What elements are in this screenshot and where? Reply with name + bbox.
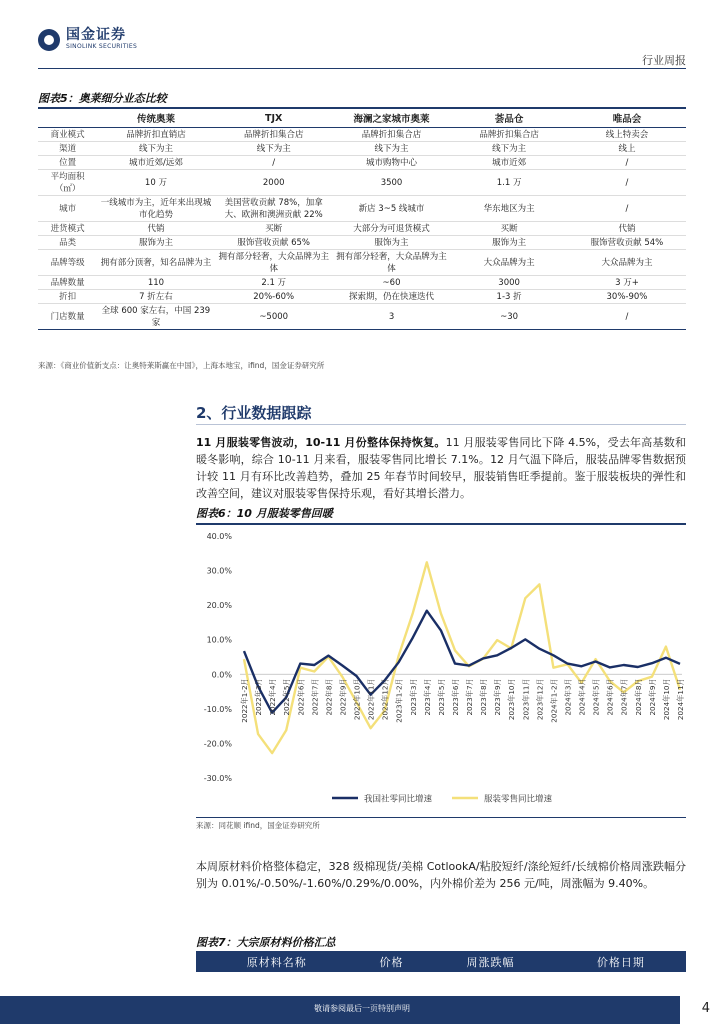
header-divider [38, 68, 686, 69]
x-tick-label: 2023年8月 [479, 678, 489, 716]
fig5-cell: 10 万 [97, 170, 214, 196]
fig5-cell: 线下为主 [450, 142, 568, 156]
fig5-cell: 探索期，仍在快速迭代 [333, 290, 451, 304]
fig5-cell: 买断 [450, 222, 568, 236]
fig5-cell: 代销 [568, 222, 686, 236]
fig7-col-header: 价格日期 [556, 952, 686, 972]
fig5-cell: 大众品牌为主 [568, 250, 686, 276]
x-tick-label: 2022年6月 [296, 678, 306, 716]
fig5-cell: 大众品牌为主 [450, 250, 568, 276]
fig5-cell: 服饰营收贡献 54% [568, 236, 686, 250]
x-tick-label: 2022年1-2月 [240, 678, 249, 723]
paragraph-retail-lead: 11 月服装零售波动，10-11 月份整体保持恢复。 [196, 436, 446, 449]
x-tick-label: 2022年9月 [338, 678, 348, 716]
fig5-cell: 拥有部分顶奢，知名品牌为主 [97, 250, 214, 276]
x-tick-label: 2024年3月 [563, 678, 573, 716]
fig5-cell: 品牌折扣集合店 [450, 128, 568, 142]
fig5-cell: 7 折左右 [97, 290, 214, 304]
fig5-cell: 服饰为主 [450, 236, 568, 250]
y-tick-label: -30.0% [203, 774, 232, 783]
fig5-cell: 美国营收贡献 78%，加拿大、欧洲和澳洲贡献 22% [215, 196, 333, 222]
fig5-cell: 线下为主 [333, 142, 451, 156]
footer-disclaimer: 敬请参阅最后一页特别声明 [314, 1004, 410, 1013]
fig5-cell: 2000 [215, 170, 333, 196]
fig5-col-header: 海澜之家城市奥莱 [333, 108, 451, 128]
x-tick-label: 2024年1-2月 [549, 678, 559, 723]
fig5-row [38, 196, 686, 222]
x-tick-label: 2024年10月 [661, 678, 671, 721]
section-title: 2、行业数据跟踪 [196, 404, 312, 422]
x-tick-label: 2022年3月 [254, 678, 264, 716]
fig7-table [196, 952, 686, 972]
fig5-cell: 大部分为可退货模式 [333, 222, 451, 236]
logo-icon [38, 29, 60, 51]
y-tick-label: -10.0% [203, 704, 232, 714]
y-tick-label: 0.0% [211, 670, 232, 680]
x-tick-label: 2024年6月 [605, 678, 615, 716]
fig5-row-label: 商业模式 [38, 128, 97, 142]
y-tick-label: 10.0% [206, 635, 232, 645]
fig5-title: 图表5：奥莱细分业态比较 [38, 92, 167, 105]
fig5-cell: 3000 [450, 276, 568, 290]
fig7-title: 图表7：大宗原材料价格汇总 [196, 936, 336, 949]
fig5-source: 来源：《商业价值新支点：让奥特莱斯赢在中国》，上海本地宝，ifind，国金证券研究所 [38, 361, 325, 370]
fig5-cell: 拥有部分轻奢，大众品牌为主体 [333, 250, 451, 276]
fig5-cell: 服饰营收贡献 65% [215, 236, 333, 250]
fig5-cell: 城市近郊/远郊 [97, 156, 214, 170]
y-tick-label: 40.0% [206, 532, 232, 541]
x-tick-label: 2024年8月 [633, 678, 643, 716]
x-tick-label: 2024年7月 [619, 678, 629, 716]
company-logo [38, 28, 137, 51]
fig5-cell: 一线城市为主，近年来出现城市化趋势 [97, 196, 214, 222]
y-tick-label: 20.0% [206, 601, 232, 611]
y-tick-label: 30.0% [206, 566, 232, 576]
x-tick-label: 2023年12月 [535, 678, 545, 721]
fig5-cell: 3500 [333, 170, 451, 196]
fig5-row-label: 折扣 [38, 290, 97, 304]
fig5-table [38, 107, 686, 330]
x-tick-label: 2023年6月 [450, 678, 460, 716]
fig5-cell: 1-3 折 [450, 290, 568, 304]
legend-label: 我国社零同比增速 [364, 794, 433, 805]
fig5-row [38, 142, 686, 156]
retail-growth-line-chart [196, 524, 686, 816]
fig5-col-header: 荟品仓 [450, 108, 568, 128]
paragraph-materials: 本周原材料价格整体稳定，328 级棉现货/美棉 CotlookA/粘胶短纤/涤纶短纤/长绒棉价格周涨跌幅分别为 0.01%/-0.50%/-1.60%/0.29%/0.00%，内外棉价差为 256 元/吨，周涨幅为 9.40%。 [196, 860, 686, 890]
fig5-cell: 品牌折扣集合店 [333, 128, 451, 142]
fig5-row [38, 250, 686, 276]
fig5-row-label: 平均面积（㎡） [38, 170, 97, 196]
x-tick-label: 2023年4月 [422, 678, 432, 716]
fig5-cell: / [568, 304, 686, 330]
fig5-cell: 3 万+ [568, 276, 686, 290]
fig5-cell: ~5000 [215, 304, 333, 330]
fig5-cell: / [568, 196, 686, 222]
fig5-row [38, 276, 686, 290]
fig7-col-header: 原材料名称 [196, 952, 358, 972]
fig5-row-label: 位置 [38, 156, 97, 170]
fig5-cell: 服饰为主 [333, 236, 451, 250]
fig6-bottom-divider [196, 817, 686, 818]
fig5-row [38, 236, 686, 250]
paragraph-retail-body: 11 月服装零售同比下降 4.5%，受去年高基数和暖冬影响，综合 10-11 月来看，服装零售同比增长 7.1%。12 月气温下降后，服装品牌零售数据预计较 11 月有环比改善趋势，叠加 25 年春节时间较早，服装销售旺季提前。鉴于服装板块的弹性和改善空间，建议对服装零售保持乐观，看好其增长潜力。 [196, 436, 686, 500]
fig5-cell: 品牌折扣集合店 [215, 128, 333, 142]
fig7-col-header: 周涨跌幅 [425, 952, 555, 972]
x-tick-label: 2022年4月 [268, 678, 278, 716]
fig5-cell: 线上特卖会 [568, 128, 686, 142]
fig5-cell: 全球 600 家左右，中国 239 家 [97, 304, 214, 330]
fig5-row [38, 222, 686, 236]
fig5-row-label: 品类 [38, 236, 97, 250]
fig5-cell: 品牌折扣直销店 [97, 128, 214, 142]
fig5-cell: 城市近郊 [450, 156, 568, 170]
fig5-cell: 线下为主 [215, 142, 333, 156]
x-tick-label: 2023年9月 [493, 678, 503, 716]
logo-cn-text: 国金证券 [66, 27, 126, 43]
fig5-cell: / [215, 156, 333, 170]
x-tick-label: 2023年11月 [521, 678, 531, 721]
x-tick-label: 2024年4月 [577, 678, 587, 716]
fig5-row [38, 304, 686, 330]
fig5-col-header [38, 108, 97, 128]
fig5-col-header: TJX [215, 108, 333, 128]
fig5-cell: 新店 3~5 线城市 [333, 196, 451, 222]
fig5-row-label: 品牌数量 [38, 276, 97, 290]
fig5-row [38, 156, 686, 170]
fig5-col-header: 传统奥莱 [97, 108, 214, 128]
fig5-cell: / [568, 170, 686, 196]
fig5-cell: 1.1 万 [450, 170, 568, 196]
fig5-row [38, 128, 686, 142]
fig5-col-header: 唯品会 [568, 108, 686, 128]
x-tick-label: 2023年10月 [507, 678, 517, 721]
paragraph-retail [196, 434, 686, 502]
x-tick-label: 2022年11月 [366, 678, 376, 721]
x-tick-label: 2023年5月 [436, 678, 446, 716]
fig6-source: 来源：同花顺 ifind，国金证券研究所 [196, 821, 320, 830]
logo-en-text: SINOLINK SECURITIES [66, 43, 138, 50]
fig5-cell: 华东地区为主 [450, 196, 568, 222]
fig5-row-label: 渠道 [38, 142, 97, 156]
fig5-row-label: 城市 [38, 196, 97, 222]
section-divider [196, 424, 686, 425]
x-tick-label: 2022年5月 [282, 678, 292, 716]
x-tick-label: 2022年8月 [324, 678, 334, 716]
x-tick-label: 2023年3月 [408, 678, 418, 716]
x-tick-label: 2022年10月 [352, 678, 362, 721]
fig5-cell: 线下为主 [97, 142, 214, 156]
fig5-cell: 110 [97, 276, 214, 290]
fig5-cell: 20%-60% [215, 290, 333, 304]
y-tick-label: -20.0% [203, 739, 232, 749]
fig5-cell: 30%-90% [568, 290, 686, 304]
fig5-cell: 2.1 万 [215, 276, 333, 290]
x-tick-label: 2022年7月 [310, 678, 320, 716]
fig5-cell: 代销 [97, 222, 214, 236]
x-tick-label: 2024年5月 [591, 678, 601, 716]
report-type: 行业周报 [642, 54, 686, 67]
x-tick-label: 2023年1-2月 [394, 678, 404, 723]
fig5-cell: 3 [333, 304, 451, 330]
fig5-cell: 线上 [568, 142, 686, 156]
fig5-cell: 拥有部分轻奢，大众品牌为主体 [215, 250, 333, 276]
fig5-row [38, 170, 686, 196]
fig5-row [38, 290, 686, 304]
x-tick-label: 2024年11月 [676, 678, 685, 721]
fig5-cell: 服饰为主 [97, 236, 214, 250]
fig5-cell: ~30 [450, 304, 568, 330]
fig5-row-label: 进货模式 [38, 222, 97, 236]
fig5-row-label: 门店数量 [38, 304, 97, 330]
x-tick-label: 2022年12月 [380, 678, 390, 721]
fig5-cell: 买断 [215, 222, 333, 236]
legend-label: 服装零售同比增速 [484, 794, 553, 805]
fig5-cell: 城市购物中心 [333, 156, 451, 170]
fig5-row-label: 品牌等级 [38, 250, 97, 276]
fig5-cell: ~60 [333, 276, 451, 290]
fig7-col-header: 价格 [358, 952, 426, 972]
fig5-cell: / [568, 156, 686, 170]
x-tick-label: 2024年9月 [647, 678, 657, 716]
page-number: 4 [701, 1001, 710, 1016]
fig6-title: 图表6：10 月服装零售回暖 [196, 507, 333, 520]
x-tick-label: 2023年7月 [465, 678, 475, 716]
series-line-apparel-retail [244, 562, 680, 753]
